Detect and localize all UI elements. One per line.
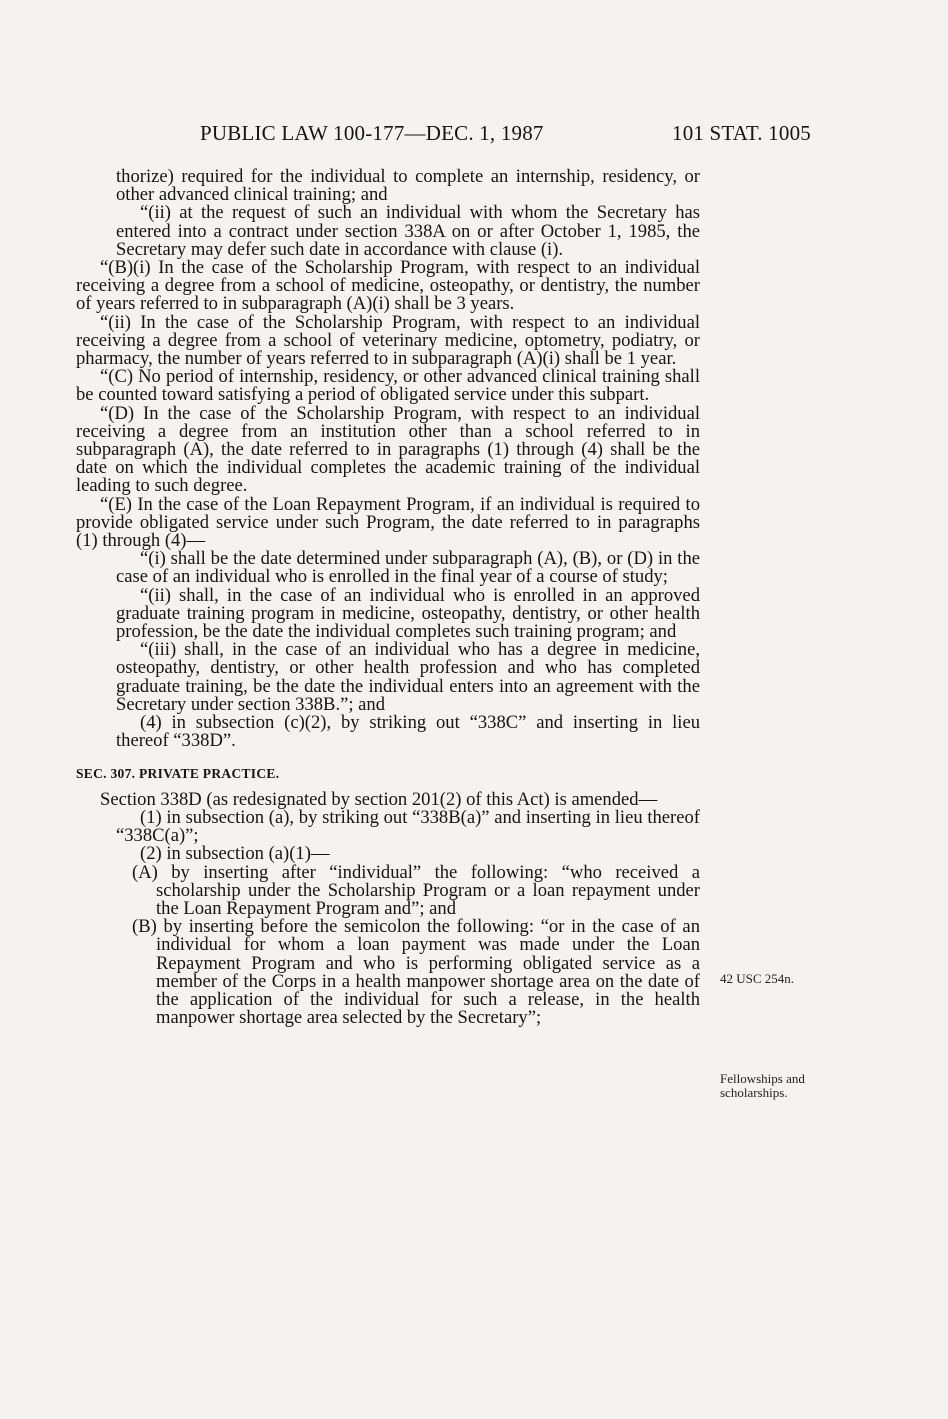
subparagraph-e: “(E) In the case of the Loan Repayment Program, if an individual is required to provide obligated service under such Program, the date referred to in paragraphs (1) through (4)—	[76, 493, 700, 552]
margin-note-usc: 42 USC 254n.	[720, 971, 795, 986]
section-item-b: (B) by inserting before the semicolon the following: “or in the case of an individual for whom a loan payment was made under the Loan Repayment Program and who is performing obligated service as a member of the Corps in a health manpower shortage area on the date of the application of the individual for such a release, in the health manpower shortage area selected by the Secretary”;	[132, 916, 700, 1029]
clause-a-ii: “(ii) at the request of such an individual with whom the Secretary has entered into a contract under section 338A on or after October 1, 1985, the Secretary may defer such date in accordance with clause (i).	[116, 202, 700, 260]
paragraph-4: (4) in subsection (c)(2), by striking out “338C” and inserting in lieu thereof “338D”.	[116, 712, 700, 752]
margin-note-fellowships: Fellowships and scholarships.	[720, 1071, 805, 1100]
section-intro: Section 338D (as redesignated by section 201(2) of this Act) is amended—	[100, 788, 658, 810]
section-item-2: (2) in subsection (a)(1)—	[140, 843, 330, 865]
clause-e-iii: “(iii) shall, in the case of an individual who has a degree in medicine, osteopathy, dentistry, or other health profession and who has completed graduate training, be the date the individual enters into an agreement with the Secretary under section 338B.”; and	[116, 639, 700, 715]
paragraph-continuation: thorize) required for the individual to complete an internship, residency, or other advanced clinical training; and	[116, 166, 700, 206]
section-item-1: (1) in subsection (a), by striking out “338B(a)” and inserting in lieu thereof “338C(a)”;	[116, 806, 700, 847]
page-citation: 101 STAT. 1005	[672, 121, 811, 145]
running-header: PUBLIC LAW 100-177—DEC. 1, 1987	[200, 121, 544, 145]
section-item-a: (A) by inserting after “individual” the following: “who received a scholarship under the Scholarship Program or a loan repayment under the Loan Repayment Program and”; and	[132, 861, 700, 919]
subparagraph-c: “(C) No period of internship, residency, or other advanced clinical training shall be counted toward satisfying a period of obligated service under this subpart.	[76, 366, 700, 406]
clause-e-i: “(i) shall be the date determined under subparagraph (A), (B), or (D) in the case of an individual who is enrolled in the final year of a course of study;	[116, 548, 700, 588]
body-text	[76, 168, 700, 1027]
subparagraph-d: “(D) In the case of the Scholarship Program, with respect to an individual receiving a degree from an institution other than a school referred to in subparagraph (A), the date referred to in paragraphs (1) through (4) shall be the date on which the individual completes the academic training of the individual leading to such degree.	[76, 402, 700, 497]
subparagraph-b-ii: “(ii) In the case of the Scholarship Program, with respect to an individual receiving a degree from a school of veterinary medicine, optometry, podiatry, or pharmacy, the number of years referred to in subparagraph (A)(i) shall be 1 year.	[76, 311, 700, 370]
subparagraph-b-i: “(B)(i) In the case of the Scholarship Program, with respect to an individual receiving a degree from a school of medicine, osteopathy, or dentistry, the number of years referred to in subparagraph (A)(i) shall be 3 years.	[76, 257, 700, 315]
section-heading: SEC. 307. PRIVATE PRACTICE.	[76, 765, 280, 781]
clause-e-ii: “(ii) shall, in the case of an individual who is enrolled in an approved graduate training program in medicine, osteopathy, dentistry, or other health profession, be the date the individual completes such training program; and	[116, 584, 700, 643]
